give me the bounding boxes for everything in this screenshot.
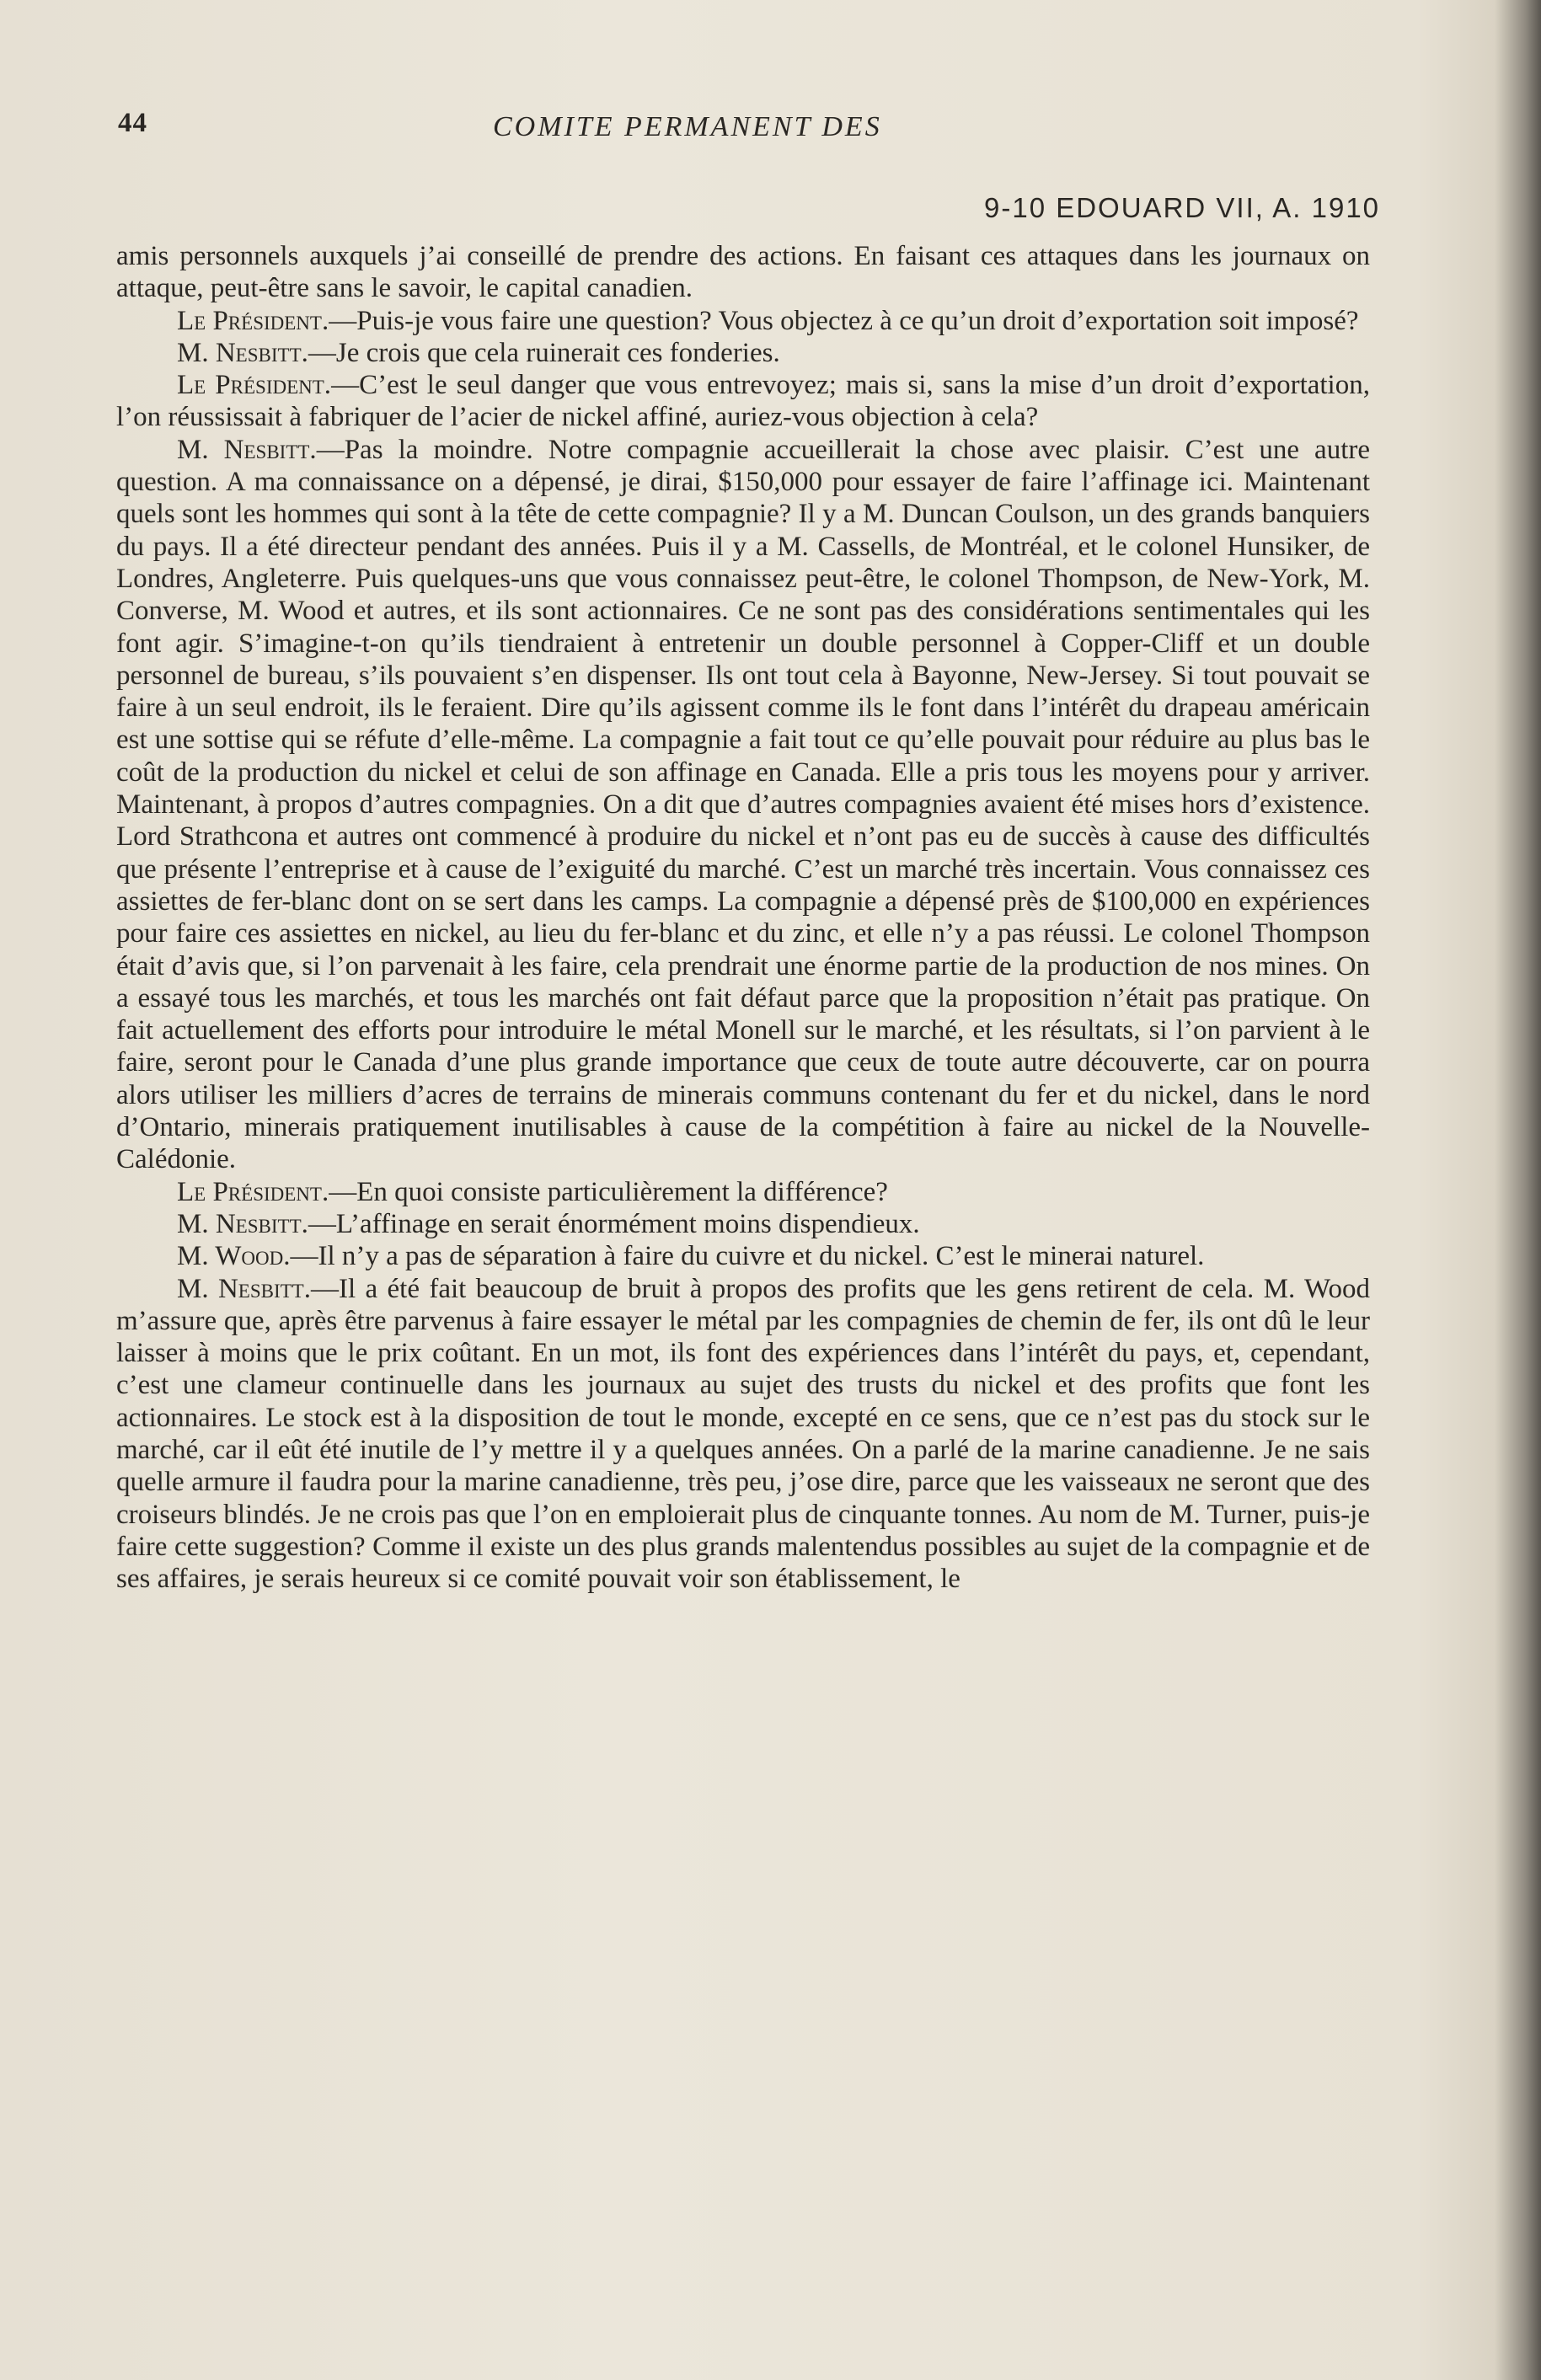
paragraph-text: —Je crois que cela ruinerait ces fonderies. xyxy=(308,337,780,368)
paragraph-text: —C’est le seul danger que vous entrevoyez; mais si, sans la mise d’un droit d’exportation, l’on réussissait à fabriquer de l’acier de nickel affiné, auriez-vous objection à cela? xyxy=(116,370,1370,433)
paragraph xyxy=(116,434,1370,1176)
speaker: M. Nesbitt. xyxy=(177,434,317,465)
paragraph xyxy=(116,369,1370,434)
session-reference: 9-10 EDOUARD VII, A. 1910 xyxy=(984,192,1381,223)
speaker: M. Nesbitt. xyxy=(177,337,308,368)
paragraph-text: amis personnels auxquels j’ai conseillé de prendre des actions. En faisant ces attaques dans les journaux on attaque, peut-être sans le savoir, le capital canadien. xyxy=(116,241,1370,304)
paragraph xyxy=(116,1240,1370,1272)
speaker: Le Président. xyxy=(177,1176,329,1207)
paragraph-text: —L’affinage en serait énormément moins dispendieux. xyxy=(308,1208,920,1239)
speaker: Le Président. xyxy=(177,370,332,401)
paragraph xyxy=(116,1176,1370,1208)
paragraph-text: —Il a été fait beaucoup de bruit à propos des profits que les gens retirent de cela. M. Wood m’assure que, après être parvenus à faire essayer le métal par les compagnies de chemin de fer, ils ont dû le leur laisser à moins que le prix coûtant. En un mot, ils font des expériences dans l’intérêt du pays, et, cependant, c’est une clameur continuelle dans les journaux au sujet des trusts du nickel et des profits que font les actionnaires. Le stock est à la disposition de tout le monde, excepté en ce sens, que ce n’est pas du stock sur le marché, car il eût été inutile de l’y mettre il y a quelques années. On a parlé de la marine canadienne. Je ne sais quelle armure il faudra pour la marine canadienne, très peu, j’ose dire, parce que les vaisseaux ne seront que des croiseurs blindés. Je ne crois pas que l’on en emploierait plus de cinquante tonnes. Au nom de M. Turner, puis-je faire cette suggestion? Comme il existe un des plus grands malentendus possibles au sujet de la compagnie et de ses affaires, je serais heureux si ce comité pouvait voir son établissement, le xyxy=(116,1273,1370,1595)
speaker: M. Nesbitt. xyxy=(177,1208,308,1239)
speaker: M. Nesbitt. xyxy=(177,1273,311,1304)
paragraph xyxy=(116,1208,1370,1240)
speaker: M. Wood. xyxy=(177,1241,291,1272)
page-header xyxy=(118,108,1382,158)
paragraph xyxy=(116,240,1370,305)
paragraph-text: —Il n’y a pas de séparation à faire du cuivre et du nickel. C’est le minerai naturel. xyxy=(290,1241,1205,1272)
paragraph-text: —Puis-je vous faire une question? Vous objectez à ce qu’un droit d’exportation soit imposé? xyxy=(329,305,1359,336)
paragraph xyxy=(116,305,1370,337)
speaker: Le Président. xyxy=(177,305,329,336)
running-head: COMITE PERMANENT DES xyxy=(493,111,882,142)
body-text xyxy=(116,240,1370,1595)
paragraph-text: —En quoi consiste particulièrement la différence? xyxy=(329,1176,888,1207)
page-number: 44 xyxy=(118,108,147,138)
paragraph-text: —Pas la moindre. Notre compagnie accueillerait la chose avec plaisir. C’est une autre question. A ma connaissance on a dépensé, je dirai, $150,000 pour essayer de faire l’affinage ici. Maintenant quels sont les hommes qui sont à la tête de cette compagnie? Il y a M. Duncan Coulson, un des grands banquiers du pays. Il a été directeur pendant des années. Puis il y a M. Cassells, de Montréal, et le colonel Hunsiker, de Londres, Angleterre. Puis quelques-uns que vous connaissez peut-être, le colonel Thompson, de New-York, M. Converse, M. Wood et autres, et ils sont actionnaires. Ce ne sont pas des considérations sentimentales qui les font agir. S’imagine-t-on qu’ils tiendraient à entretenir un double personnel à Copper-Cliff et un double personnel de bureau, s’ils pouvaient s’en dispenser. Ils ont tout cela à Bayonne, New-Jersey. Si tout pouvait se faire à un seul endroit, ils le feraient. Dire qu’ils agissent comme ils le font dans l’intérêt du drapeau américain est une sottise qui se réfute d’elle-même. La compagnie a fait tout ce qu’elle pouvait pour réduire au plus bas le coût de la production du nickel et celui de son affinage en Canada. Elle a pris tous les moyens pour y arriver. Maintenant, à propos d’autres compagnies. On a dit que d’autres compagnies avaient été mises hors d’existence. Lord Strathcona et autres ont commencé à produire du nickel et n’ont pas eu de succès à cause des difficultés que présente l’entreprise et à cause de l’exiguité du marché. C’est un marché très incertain. Vous connaissez ces assiettes de fer-blanc dont on se sert dans les camps. La compagnie a dépensé près de $100,000 en expériences pour faire ces assiettes en nickel, au lieu du fer-blanc et du zinc, et elle n’y a pas réussi. Le colonel Thompson était d’avis que, si l’on parvenait à les faire, cela prendrait une énorme partie de la production de nos mines. On a essayé tous les marchés, et tous les marchés ont fait défaut parce que la proposition n’était pas pratique. On fait actuellement des efforts pour introduire le métal Monell sur le marché, et les résultats, si l’on parvient à le faire, seront pour le Canada d’une plus grande importance que ceux de toute autre découverte, car on pourra alors utiliser les milliers d’acres de terrains de minerais communs contenant du fer et du nickel, dans le nord d’Ontario, minerais pratiquement inutilisables à cause de la compétition à faire au nickel de la Nouvelle-Calédonie. xyxy=(116,434,1370,1175)
paragraph xyxy=(116,337,1370,369)
paragraph xyxy=(116,1273,1370,1596)
